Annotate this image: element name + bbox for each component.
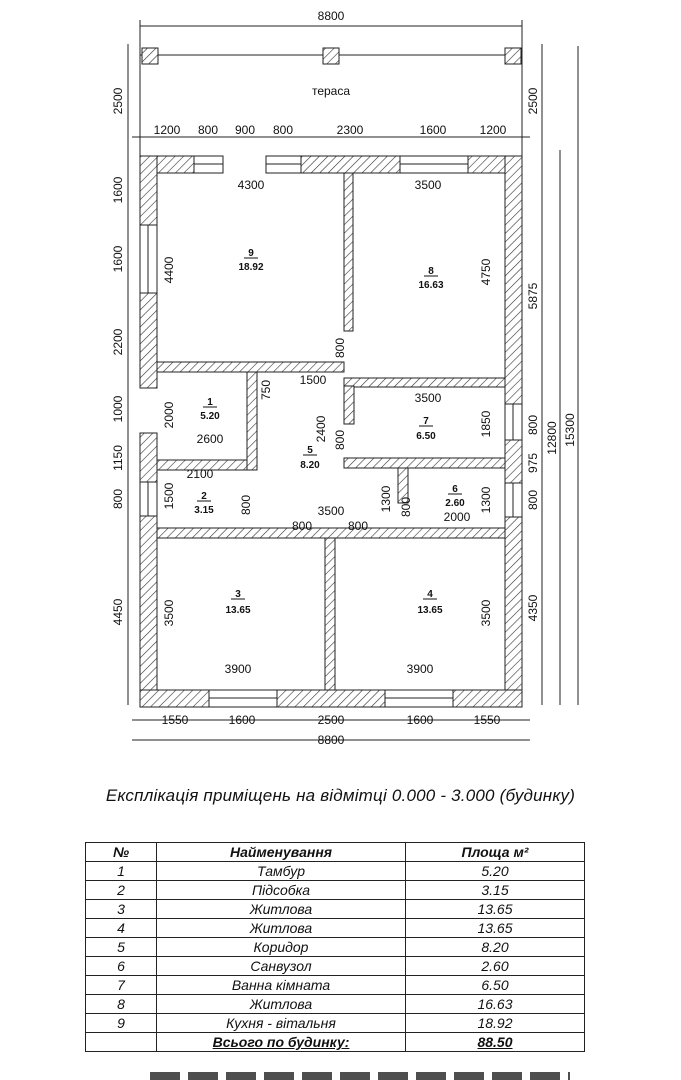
dim-r6-height: 1300 <box>479 486 493 514</box>
dim-top-seg: 900 <box>234 123 256 137</box>
cell-area: 6.50 <box>406 976 585 995</box>
svg-text:1: 1 <box>207 397 213 408</box>
cell-area: 8.20 <box>406 938 585 957</box>
cell-no: 7 <box>86 976 157 995</box>
dim-bottom-seg: 1550 <box>473 713 501 727</box>
dim-door-left: 800 <box>291 519 313 533</box>
cell-area: 13.65 <box>406 900 585 919</box>
dim-top-seg: 1600 <box>419 123 447 137</box>
total-label: Всього по будинку: <box>157 1033 406 1052</box>
dim-r7-height: 1850 <box>479 410 493 438</box>
dim-r3-height: 3500 <box>162 599 176 627</box>
svg-text:4: 4 <box>427 589 433 600</box>
cell-name: Житлова <box>157 919 406 938</box>
explication-caption: Експлікація приміщень на відмітці 0.000 - 3.000 (будинку) <box>105 786 576 805</box>
dim-bottom-total: 8800 <box>317 733 345 747</box>
cell-name: Санвузол <box>157 957 406 976</box>
cell-area: 3.15 <box>406 881 585 900</box>
room-7-label <box>416 416 436 442</box>
svg-text:9: 9 <box>248 248 254 259</box>
dim-bottom-seg: 1600 <box>406 713 434 727</box>
dim-right-outer-total: 15300 <box>563 413 577 447</box>
cell-area: 16.63 <box>406 995 585 1014</box>
cell-no: 2 <box>86 881 157 900</box>
dim-right-seg: 800 <box>526 489 540 511</box>
dim-r9-width: 4300 <box>237 178 265 192</box>
cell-name: Ванна кімната <box>157 976 406 995</box>
dim-right-seg: 5875 <box>526 282 540 310</box>
explication-table <box>85 842 585 1052</box>
svg-text:13.65: 13.65 <box>225 605 251 616</box>
cell-name: Коридор <box>157 938 406 957</box>
dim-r7-width: 3500 <box>414 391 442 405</box>
dim-r6-door-a: 1300 <box>379 485 393 513</box>
terrace <box>140 48 522 156</box>
cell-no-empty <box>86 1033 157 1052</box>
cell-no: 1 <box>86 862 157 881</box>
dim-door-right: 800 <box>347 519 369 533</box>
dim-bottom-seg: 2500 <box>317 713 345 727</box>
table-row <box>86 1014 585 1033</box>
table-row <box>86 976 585 995</box>
cell-area: 13.65 <box>406 919 585 938</box>
cell-name: Тамбур <box>157 862 406 881</box>
cell-area: 18.92 <box>406 1014 585 1033</box>
room-3-label <box>225 589 250 616</box>
header-no: № <box>86 843 157 862</box>
dim-left-seg: 2200 <box>111 328 125 356</box>
dim-r1-height: 2000 <box>162 401 176 429</box>
dim-door-lower: 800 <box>333 429 347 451</box>
cell-name: Кухня - вітальня <box>157 1014 406 1033</box>
svg-text:3.15: 3.15 <box>194 505 214 516</box>
room-6-label <box>445 484 465 509</box>
dim-corridor-height: 2400 <box>314 415 328 443</box>
cell-no: 5 <box>86 938 157 957</box>
svg-text:18.92: 18.92 <box>238 262 264 273</box>
dim-r4-height: 3500 <box>479 599 493 627</box>
dim-r4-width: 3900 <box>406 662 434 676</box>
dim-r2-height: 1500 <box>162 482 176 510</box>
dim-left-seg: 1600 <box>111 245 125 273</box>
cell-name: Підсобка <box>157 881 406 900</box>
cell-no: 9 <box>86 1014 157 1033</box>
table-row <box>86 995 585 1014</box>
dim-left-seg: 1150 <box>111 445 125 471</box>
dim-left-seg: 1600 <box>111 176 125 204</box>
svg-text:2.60: 2.60 <box>445 498 465 509</box>
cell-no: 6 <box>86 957 157 976</box>
dim-top-seg: 1200 <box>479 123 507 137</box>
svg-text:13.65: 13.65 <box>417 605 443 616</box>
svg-text:16.63: 16.63 <box>418 280 444 291</box>
terrace-label: тераса <box>311 84 351 98</box>
cropped-text-remnant <box>150 1072 570 1080</box>
dim-top-seg: 800 <box>272 123 294 137</box>
dim-left-seg: 1000 <box>111 395 125 423</box>
svg-text:2: 2 <box>201 491 207 502</box>
cell-no: 4 <box>86 919 157 938</box>
table-row <box>86 862 585 881</box>
dim-bottom-seg: 1550 <box>161 713 189 727</box>
dim-top-total: 8800 <box>317 9 345 23</box>
total-value: 88.50 <box>406 1033 585 1052</box>
room-4-label <box>417 589 442 616</box>
dim-r1-width: 2600 <box>196 432 224 446</box>
dim-r9-height: 4400 <box>162 256 176 284</box>
svg-text:6.50: 6.50 <box>416 431 436 442</box>
dim-r2-width: 2100 <box>186 467 214 481</box>
cell-no: 8 <box>86 995 157 1014</box>
room-8-label <box>418 266 443 291</box>
table-row <box>86 957 585 976</box>
dim-r8-width: 3500 <box>414 178 442 192</box>
svg-text:8.20: 8.20 <box>300 460 320 471</box>
dim-top-seg: 800 <box>197 123 219 137</box>
table-header-row <box>86 843 585 862</box>
dim-right-seg: 4350 <box>526 594 540 622</box>
svg-text:6: 6 <box>452 484 458 495</box>
cell-name: Житлова <box>157 900 406 919</box>
table-row <box>86 900 585 919</box>
header-name: Найменування <box>157 843 406 862</box>
svg-text:8: 8 <box>428 266 434 277</box>
room-5-label <box>300 445 320 471</box>
svg-text:7: 7 <box>423 416 429 427</box>
dim-r6-door-b: 800 <box>399 496 413 518</box>
room-9-label <box>238 248 263 273</box>
header-area: Площа м² <box>406 843 585 862</box>
svg-text:5.20: 5.20 <box>200 411 220 422</box>
dim-right-seg: 800 <box>526 414 540 436</box>
cell-no: 3 <box>86 900 157 919</box>
cell-name: Житлова <box>157 995 406 1014</box>
dim-corridor-width: 1500 <box>299 373 327 387</box>
dim-hall-width: 3500 <box>317 504 345 518</box>
cell-area: 2.60 <box>406 957 585 976</box>
dim-left-seg: 800 <box>111 488 125 510</box>
room-2-label <box>194 491 214 516</box>
dim-bottom-seg: 1600 <box>228 713 256 727</box>
dim-r2-door: 800 <box>239 494 253 516</box>
dim-r1-door: 750 <box>259 379 273 401</box>
svg-text:5: 5 <box>307 445 313 456</box>
dim-top-seg: 2300 <box>336 123 364 137</box>
cell-area: 5.20 <box>406 862 585 881</box>
dim-left-seg: 4450 <box>111 598 125 626</box>
dim-terrace-right: 2500 <box>526 87 540 115</box>
table-total-row <box>86 1033 585 1052</box>
table-row <box>86 881 585 900</box>
dim-terrace-left: 2500 <box>111 87 125 115</box>
dim-door-upper: 800 <box>333 337 347 359</box>
room-1-label <box>200 397 220 422</box>
dim-r3-width: 3900 <box>224 662 252 676</box>
dim-top-seg: 1200 <box>153 123 181 137</box>
table-row <box>86 919 585 938</box>
dim-r6-width: 2000 <box>443 510 471 524</box>
dim-right-seg: 975 <box>526 452 540 474</box>
dim-r8-height: 4750 <box>479 258 493 286</box>
table-row <box>86 938 585 957</box>
dim-right-inner-total: 12800 <box>545 421 559 455</box>
svg-text:3: 3 <box>235 589 241 600</box>
